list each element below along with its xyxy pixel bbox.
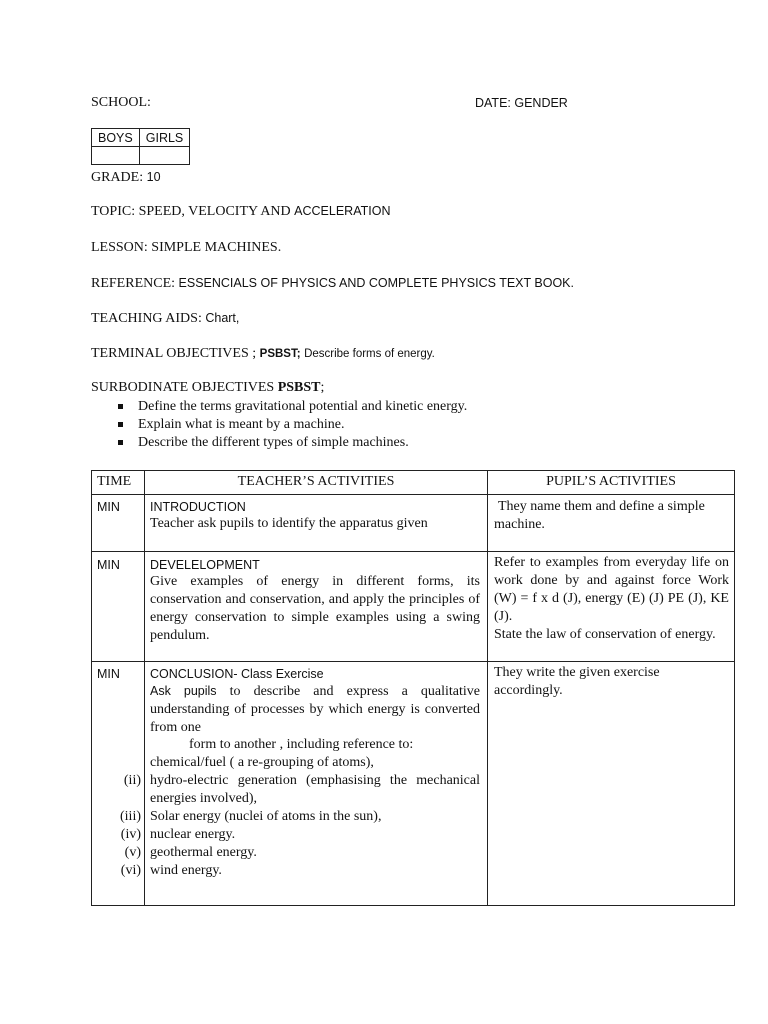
table-divider	[91, 551, 735, 552]
grade-label: GRADE:	[91, 170, 144, 185]
row1-teacher-text: Teacher ask pupils to identify the apparatus given	[150, 516, 428, 531]
boys-girls-table	[91, 128, 190, 165]
item-text: hydro-electric generation (emphasising the mechanical energies involved),	[150, 773, 480, 806]
bullet-icon	[118, 440, 123, 445]
school-label: SCHOOL:	[91, 95, 151, 110]
activities-table	[91, 470, 735, 906]
table-border	[734, 470, 735, 906]
table-border	[91, 470, 92, 906]
item-number: (v)	[124, 845, 141, 860]
terminal-objectives-value: Describe forms of energy.	[304, 348, 435, 360]
grade-line	[91, 170, 161, 186]
row1-pupil-text	[494, 498, 726, 534]
reference-label: REFERENCE:	[91, 276, 176, 291]
girls-header: GIRLS	[139, 129, 190, 147]
row2-teacher-text: Give examples of energy in different forms, its conservation and conservation, and apply the principles of energy conservation to simple examples using a swing pendulum.	[150, 574, 480, 643]
reference-line	[91, 276, 574, 292]
objectives-list	[118, 398, 467, 452]
pupil-text: They name them and define a simple machine.	[494, 499, 705, 532]
objective-text: Describe the different types of simple machines.	[138, 435, 409, 450]
bullet-icon	[118, 422, 123, 427]
ask-pupils-text: Ask pupils	[150, 684, 217, 698]
topic-rest: ACCELERATION	[294, 204, 391, 218]
row1-teacher-title: INTRODUCTION	[150, 500, 246, 514]
row3-item-i: chemical/fuel ( a re-grouping of atoms),	[150, 755, 374, 770]
subordinate-psbst: PSBST	[277, 380, 321, 395]
lesson-line: LESSON: SIMPLE MACHINES.	[91, 240, 282, 255]
row3-teacher-title: CONCLUSION- Class Exercise	[150, 667, 324, 681]
item-number: (ii)	[123, 773, 141, 788]
item-text: nuclear energy.	[150, 827, 236, 842]
teaching-aids-line	[91, 311, 239, 327]
row3-teacher-indent: form to another , including reference to:	[189, 737, 414, 752]
table-border	[91, 470, 735, 471]
objective-text: Explain what is meant by a machine.	[138, 417, 345, 432]
grade-value: 10	[146, 170, 161, 184]
table-border	[91, 905, 735, 906]
topic-line	[91, 204, 390, 220]
topic-label: TOPIC: SPEED, VELOCITY AND	[91, 204, 291, 219]
row2-pupil-cell	[494, 554, 729, 644]
row2-teacher-title: DEVELELOPMENT	[150, 558, 260, 572]
objective-text: Define the terms gravitational potential and kinetic energy.	[138, 399, 468, 414]
table-divider	[487, 470, 488, 906]
row2-time: MIN	[97, 558, 120, 572]
list-item	[118, 434, 467, 452]
pupil-activities-header: PUPIL’S ACTIVITIES	[546, 474, 676, 489]
table-divider	[144, 470, 145, 906]
teacher-text: to describe and express a qualitative understanding of processes by which energy is converted from one	[150, 684, 480, 735]
pupil-text-2: State the law of conservation of energy.	[494, 627, 716, 642]
item-text: geothermal energy.	[150, 845, 257, 860]
boys-count-cell	[92, 147, 140, 165]
bullet-icon	[118, 404, 123, 409]
teacher-activities-header: TEACHER’S ACTIVITIES	[237, 474, 395, 489]
boys-header: BOYS	[92, 129, 140, 147]
table-divider	[91, 494, 735, 495]
item-number: (iii)	[120, 809, 141, 824]
row3-time: MIN	[97, 667, 120, 681]
terminal-psbst: PSBST;	[259, 348, 301, 360]
item-text: Solar energy (nuclei of atoms in the sun),	[150, 809, 382, 824]
teaching-aids-label: TEACHING AIDS:	[91, 311, 202, 326]
time-header: TIME	[97, 474, 132, 489]
item-text: wind energy.	[150, 863, 222, 878]
row3-pupil-text: They write the given exercise accordingly.	[494, 665, 660, 698]
subordinate-semicolon: ;	[320, 380, 325, 395]
row1-time: MIN	[97, 500, 120, 514]
teaching-aids-value: Chart,	[205, 311, 240, 325]
terminal-objectives-label: TERMINAL OBJECTIVES ;	[91, 346, 257, 361]
subordinate-objectives-line	[91, 380, 324, 396]
terminal-objectives-line	[91, 346, 435, 362]
pupil-text: Refer to examples from everyday life on work done by and against force Work (W) = f x d (J), energy (E) (J) PE (J), KE (J).	[494, 555, 729, 624]
row3-teacher-text	[150, 682, 480, 737]
list-item	[118, 398, 467, 416]
list-item	[118, 416, 467, 434]
item-number: (vi)	[120, 863, 141, 878]
reference-value: ESSENCIALS OF PHYSICS AND COMPLETE PHYSICS TEXT BOOK.	[178, 276, 574, 290]
item-number: (iv)	[120, 827, 141, 842]
subordinate-objectives-label: SURBODINATE OBJECTIVES	[91, 380, 275, 395]
table-divider	[91, 661, 735, 662]
date-gender-label: DATE: GENDER	[475, 96, 568, 110]
girls-count-cell	[139, 147, 190, 165]
